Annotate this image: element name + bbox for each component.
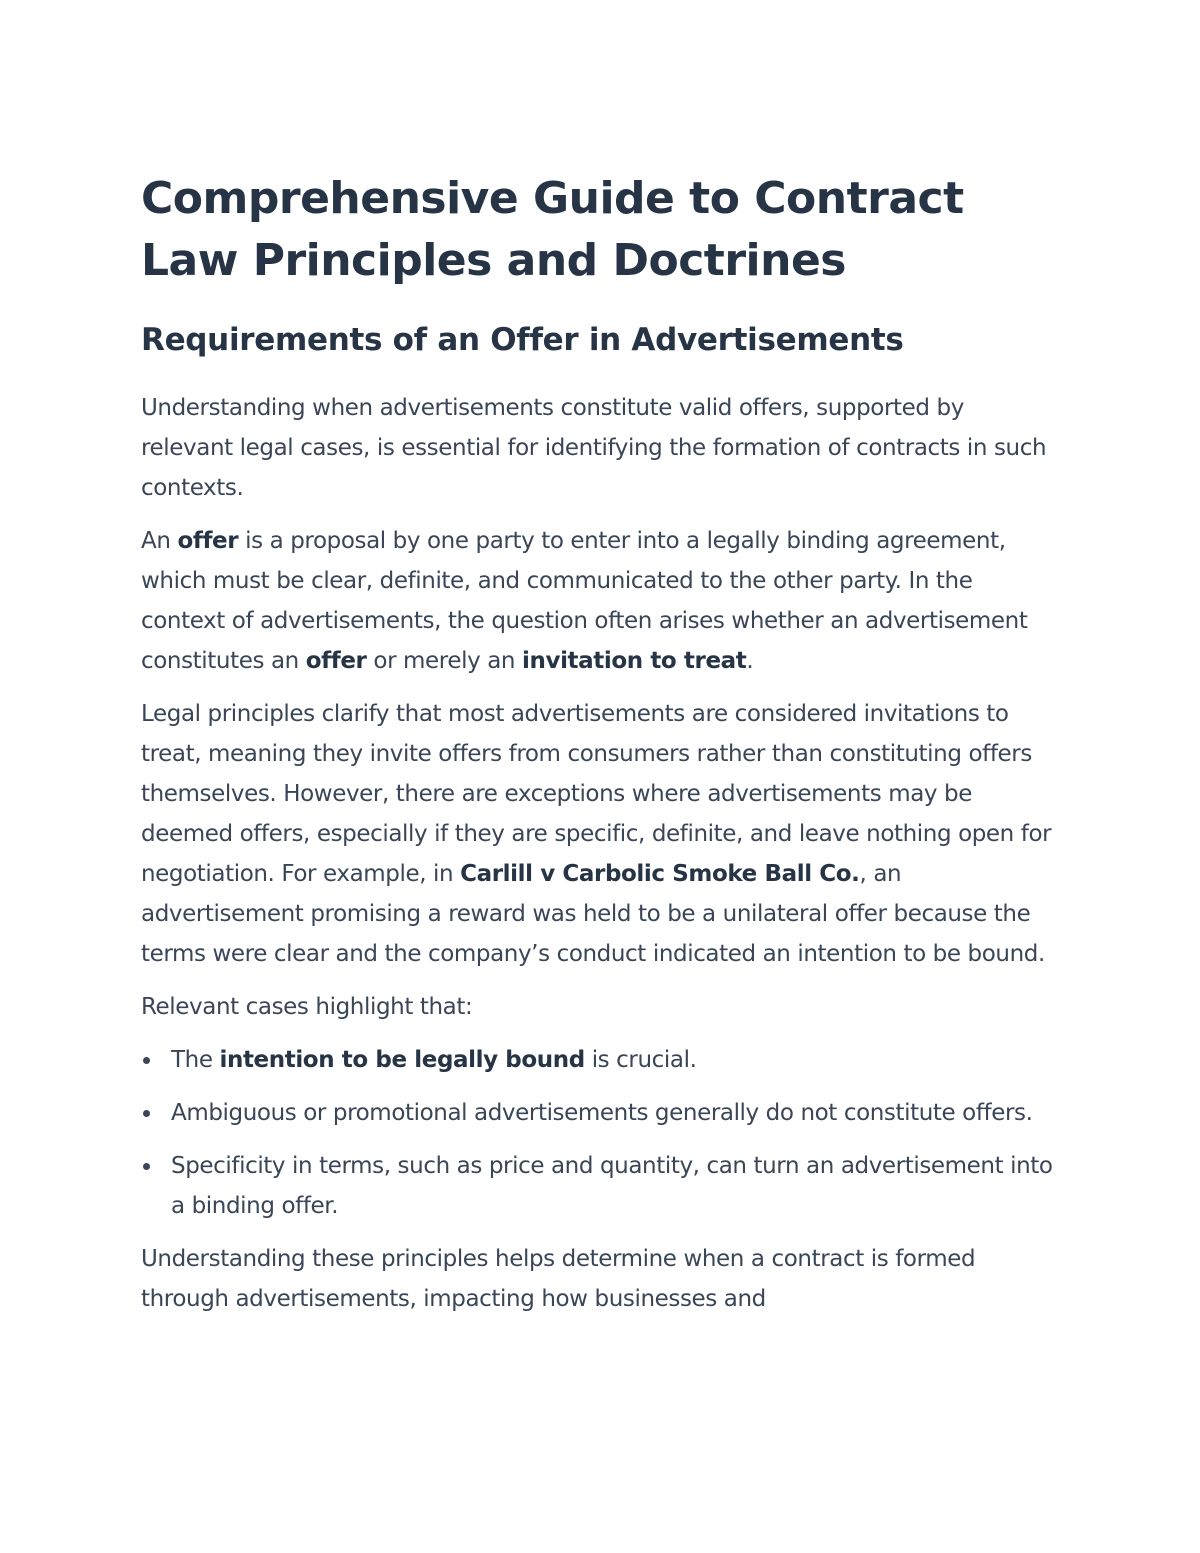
bold-term-offer: offer [305, 648, 367, 674]
list-item [141, 1040, 1059, 1080]
text-run: Legal principles clarify that most advertisements are considered invitations to treat, meaning they invite offers from consumers rather than constituting offers themselves. However, there are exceptions where advertisements may be deemed offers, especially if they are specific, definite, and leave nothing open for negotiation. For example, in [141, 701, 1052, 887]
list-item [141, 1093, 1059, 1133]
text-run: . [746, 648, 754, 674]
bold-term-invitation-to-treat: invitation to treat [522, 648, 747, 674]
text-run: Ambiguous or promotional advertisements generally do not constitute offers. [171, 1100, 1033, 1126]
text-run: or merely an [366, 648, 523, 674]
section-heading: Requirements of an Offer in Advertisements [141, 322, 904, 358]
bullet-dot-icon [143, 1163, 150, 1170]
text-run: Specificity in terms, such as price and quantity, can turn an advertisement into a binding offer. [171, 1153, 1053, 1219]
bullet-dot-icon [143, 1057, 150, 1064]
text-run: is crucial. [584, 1047, 697, 1073]
document-page [141, 168, 1059, 1319]
bullet-dot-icon [143, 1110, 150, 1117]
text-run: An [141, 528, 178, 554]
closing-paragraph: Understanding these principles helps determine when a contract is formed through advertisements, impacting how businesses and [141, 1246, 976, 1312]
cases-bullet-list [141, 1040, 1059, 1226]
bold-case-name: Carlill v Carbolic Smoke Ball Co. [460, 861, 860, 887]
intro-paragraph: Understanding when advertisements constitute valid offers, supported by relevant legal cases, is essential for identifying the formation of contracts in such contexts. [141, 395, 1047, 501]
legal-principles-paragraph [141, 694, 1059, 974]
text-run: , an advertisement promising a reward was held to be a unilateral offer because the terms were clear and the company’s conduct indicated an intention to be bound. [141, 861, 1045, 967]
page-title: Comprehensive Guide to Contract Law Principles and Doctrines [141, 173, 964, 286]
text-run: is a proposal by one party to enter into a legally binding agreement, which must be clear, definite, and communicated to the other party. In the context of advertisements, the question often arises whether an advertisement constitutes an [141, 528, 1028, 674]
cases-intro-paragraph: Relevant cases highlight that: [141, 994, 473, 1020]
offer-definition-paragraph [141, 521, 1059, 681]
list-item [141, 1146, 1059, 1226]
bold-term: intention to be legally bound [219, 1047, 585, 1073]
text-run: The [171, 1047, 220, 1073]
bold-term-offer: offer [177, 528, 239, 554]
